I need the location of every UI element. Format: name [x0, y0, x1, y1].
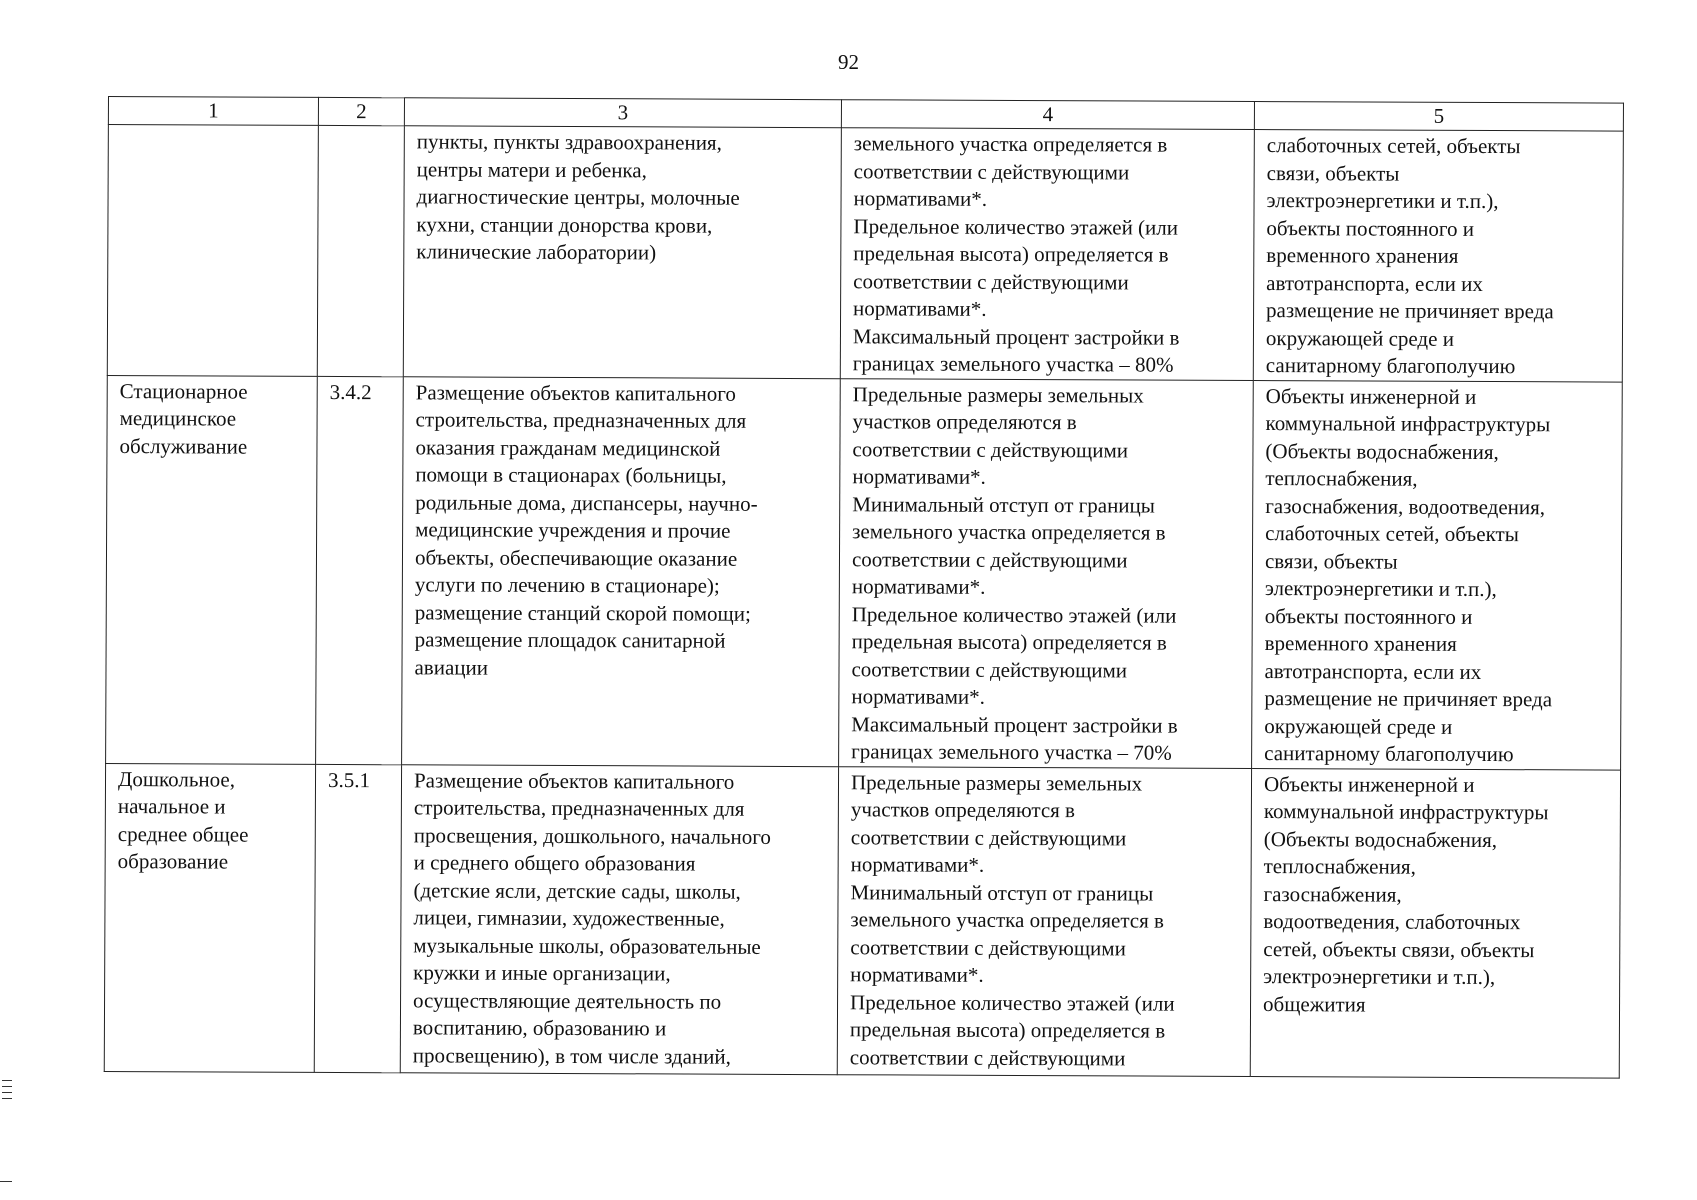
margin-tick	[2, 1092, 12, 1093]
cell-auxiliary-uses: Объекты инженерной и коммунальной инфраструктуры (Объекты водоснабжения, теплоснабжения, газоснабжения, водоотведения, слаботочных сетей, объекты связи, объекты электроэнергетики и т.п.), объекты постоянного и временного хранения автотранспорта, если их размещение не причиняет вреда окружающей среде и санитарному благополучию	[1252, 380, 1623, 770]
table-row	[107, 125, 1623, 382]
margin-tick	[2, 1080, 12, 1081]
margin-tick	[2, 1086, 12, 1087]
column-header-3: 3	[404, 98, 841, 128]
cell-use-name: Стационарное медицинское обслуживание	[106, 375, 318, 764]
cell-use-code: 3.4.2	[316, 376, 404, 764]
cell-use-code	[317, 125, 404, 376]
cell-parameters: Предельные размеры земельных участков определяются в соответствии с действующими нормативами*. Минимальный отступ от границы земельного участка определяется в соответствии с действующими нормативами*. Предельное количество этажей (или предельная высота) определяется в соответствии с действующими	[837, 766, 1251, 1076]
cell-parameters: Предельные размеры земельных участков определяются в соответствии с действующими нормативами*. Минимальный отступ от границы земельного участка определяется в соответствии с действующими нормативами*. Предельное количество этажей (или предельная высота) определяется в соответствии с действующими нормативами*. Максимальный процент застройки в границах земельного участка – 70%	[839, 378, 1254, 768]
column-header-1: 1	[108, 97, 318, 126]
cell-use-code: 3.5.1	[314, 764, 401, 1072]
margin-mark	[0, 1181, 12, 1182]
column-header-4: 4	[841, 100, 1254, 130]
cell-use-description: Размещение объектов капитального строительства, предназначенных для оказания гражданам медицинской помощи в стационарах (больницы, родильные дома, диспансеры, научно- медицинские учреждения и прочие объекты, обеспечивающие оказание услуги по лечению в стационаре); размещение станций скорой помощи; размещение площадок санитарной авиации	[402, 376, 841, 766]
cell-parameters: земельного участка определяется в соответствии с действующими нормативами*. Предельное количество этажей (или предельная высота) определяется в соответствии с действующими нормативами*. Максимальный процент застройки в границах земельного участка – 80%	[840, 128, 1254, 380]
zoning-table	[104, 96, 1624, 1078]
cell-use-description: Размещение объектов капитального строительства, предназначенных для просвещения, дошкольного, начального и среднего общего образования (детские ясли, детские сады, школы, лицеи, гимназии, художественные, музыкальные школы, образовательные кружки и иные организации, осуществляющие деятельность по воспитанию, образованию и просвещению), в том числе зданий,	[400, 764, 838, 1074]
cell-use-name: Дошкольное, начальное и среднее общее образование	[104, 763, 315, 1072]
cell-auxiliary-uses: Объекты инженерной и коммунальной инфраструктуры (Объекты водоснабжения, теплоснабжения, газоснабжения, водоотведения, слаботочных сетей, объекты связи, объекты электроэнергетики и т.п.), общежития	[1250, 768, 1620, 1078]
column-header-2: 2	[318, 97, 404, 125]
cell-use-description: пункты, пункты здравоохранения, центры матери и ребенка, диагностические центры, молочные кухни, станции донорства крови, клинические лаборатории)	[403, 126, 841, 378]
column-header-5: 5	[1254, 102, 1623, 132]
table-row	[104, 763, 1620, 1078]
cell-use-name	[107, 125, 318, 376]
table-row	[106, 375, 1623, 770]
page-number: 92	[838, 50, 859, 74]
margin-tick	[2, 1098, 12, 1099]
binding-margin-marks	[2, 1080, 12, 1104]
cell-auxiliary-uses: слаботочных сетей, объекты связи, объекты электроэнергетики и т.п.), объекты постоянного и временного хранения автотранспорта, если их размещение не причиняет вреда окружающей среде и санитарному благополучию	[1253, 130, 1623, 382]
